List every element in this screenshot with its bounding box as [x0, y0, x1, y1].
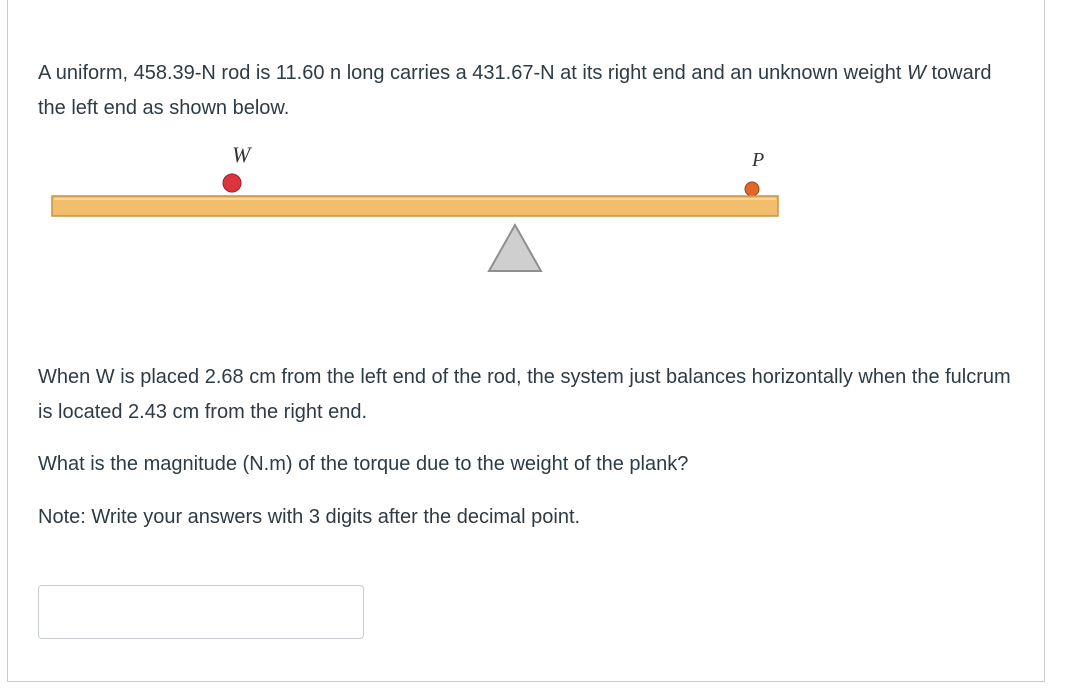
- question-prompt: What is the magnitude (N.m) of the torque due to the weight of the plank?: [38, 453, 689, 475]
- intro-weight-symbol: W: [907, 62, 926, 84]
- fulcrum: [489, 225, 541, 271]
- balance-condition-text: When W is placed 2.68 cm from the left end of the rod, the system just balances horizontally when the fulcrum is located 2.43 cm from the right end.: [38, 366, 1011, 423]
- weight-p-ball: [745, 182, 759, 196]
- weight-w-ball: [223, 174, 241, 192]
- answer-format-note: Note: Write your answers with 3 digits after the decimal point.: [38, 506, 581, 528]
- question-card: [7, 0, 1045, 682]
- intro-text-start: A uniform, 458.39-N rod is 11.60 n long carries a 431.67-N at its right end and an unknown weight: [38, 62, 908, 84]
- intro-text-end: toward the left end as shown below.: [38, 62, 992, 119]
- question-intro: [38, 56, 998, 126]
- seesaw-figure: [38, 138, 798, 288]
- answer-input[interactable]: [38, 585, 364, 639]
- weight-p-label: P: [752, 149, 765, 171]
- seesaw-diagram: [38, 138, 798, 288]
- weight-w-label: W: [232, 142, 251, 167]
